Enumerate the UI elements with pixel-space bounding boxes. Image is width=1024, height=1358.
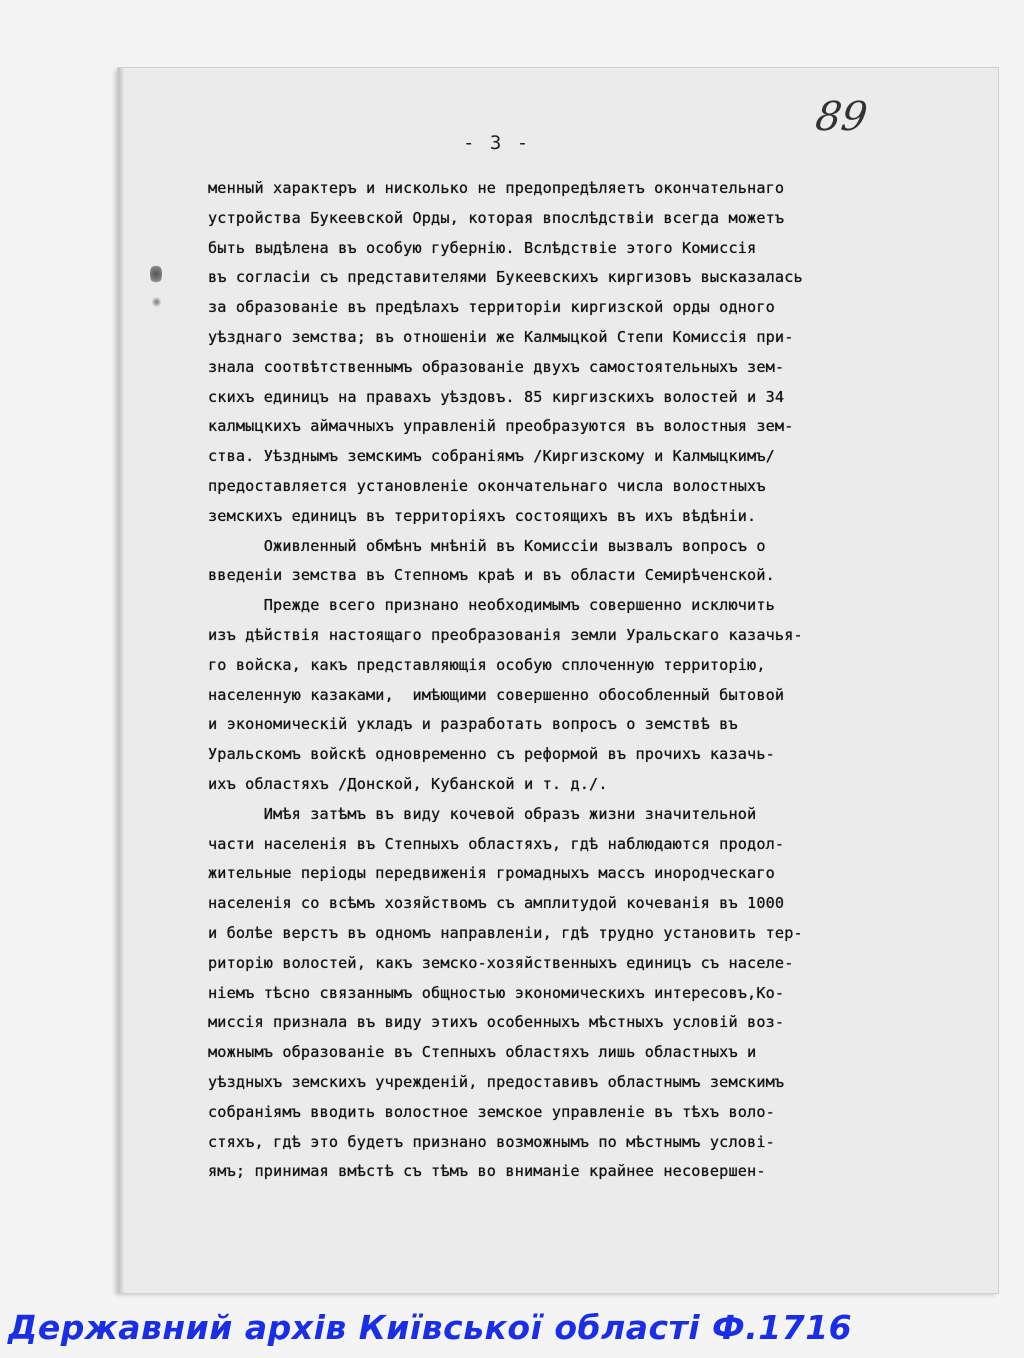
text-line: земскихъ единицъ въ территоріяхъ состоящихъ въ ихъ вѣдѣніи. <box>208 506 757 525</box>
typed-body-text <box>208 174 868 1187</box>
text-line: стяхъ, гдѣ это будетъ признано возможнымъ по мѣстнымъ услові- <box>208 1132 775 1151</box>
text-line: населенную казаками, имѣющими совершенно обособленный бытовой <box>208 685 785 704</box>
text-line: ніемъ тѣсно связаннымъ общностью экономическихъ интересовъ,Ко- <box>208 983 785 1002</box>
text-line: го войска, какъ представляющія особую сплоченную территорію, <box>208 655 766 674</box>
text-line: менный характеръ и нисколько не предопредѣляетъ окончательнаго <box>208 179 785 197</box>
text-line: за образованіе въ предѣлахъ территоріи киргизской орды одного <box>208 298 775 317</box>
text-line: населенія со всѣмъ хозяйствомъ съ амплитудой кочеванія въ 1000 <box>208 894 785 913</box>
text-line: риторію волостей, какъ земско-хозяйственныхъ единицъ съ населе- <box>208 953 794 972</box>
text-line: Прежде всего признано необходимымъ совершенно исключить <box>208 596 775 615</box>
text-line: Оживленный обмѣнъ мнѣній въ Комиссіи вызвалъ вопросъ о <box>208 536 766 555</box>
text-line: знала соотвѣтственнымъ образованіе двухъ самостоятельныхъ зем- <box>208 357 785 376</box>
text-line: и экономическій укладъ и разработать вопросъ о земствѣ въ <box>208 715 738 734</box>
text-line: жительные періоды передвиженія громадныхъ массъ инородческаго <box>208 864 775 883</box>
text-line: миссія признала въ виду этихъ особенныхъ мѣстныхъ условій воз- <box>208 1013 785 1032</box>
document-page <box>118 68 998 1293</box>
text-line: части населенія въ Степныхъ областяхъ, гдѣ наблюдаются продол- <box>208 834 785 853</box>
text-line: Имѣя затѣмъ въ виду кочевой образъ жизни значительной <box>208 804 757 823</box>
text-line: въ согласіи съ представителями Букеевскихъ киргизовъ высказалась <box>208 268 803 287</box>
text-line: ихъ областяхъ /Донской, Кубанской и т. д./. <box>208 774 608 793</box>
text-line: и болѣе верстъ въ одномъ направленіи, гдѣ трудно установить тер- <box>208 923 803 942</box>
text-line: скихъ единицъ на правахъ уѣздовъ. 85 киргизскихъ волостей и 34 <box>208 387 785 406</box>
archive-watermark: Державний архів Київської області Ф.1716 <box>8 1308 853 1347</box>
text-line: Уральскомъ войскѣ одновременно съ реформой въ прочихъ казачь- <box>208 745 775 764</box>
page-number: - 3 - <box>463 132 531 154</box>
text-line: уѣздныхъ земскихъ учрежденій, предоставивъ областнымъ земскимъ <box>208 1072 785 1091</box>
text-line: введеніи земства въ Степномъ краѣ и въ области Семирѣченской. <box>208 566 775 585</box>
text-line: ства. Уѣзднымъ земскимъ собраніямъ /Киргизскому и Калмыцкимъ/ <box>208 447 775 466</box>
text-line: можнымъ образованіе въ Степныхъ областяхъ лишь областныхъ и <box>208 1043 757 1062</box>
text-line: устройства Букеевской Орды, которая впослѣдствіи всегда можетъ <box>208 208 785 227</box>
text-line: изъ дѣйствія настоящаго преобразованія земли Уральскаго казачья- <box>208 625 803 644</box>
page-edge-shadow <box>118 68 124 1293</box>
text-line: предоставляется установленіе окончательнаго числа волостныхъ <box>208 476 766 495</box>
punch-hole-mark <box>150 263 162 285</box>
folio-number: 89 <box>812 94 871 140</box>
text-line: калмыцкихъ аймачныхъ управленій преобразуются въ волостныя зем- <box>208 417 794 436</box>
punch-hole-mark-small <box>152 296 161 308</box>
text-line: уѣзднаго земства; въ отношеніи же Калмыцкой Степи Комиссія при- <box>208 327 794 346</box>
text-line: ямъ; принимая вмѣстѣ съ тѣмъ во вниманіе крайнее несовершен- <box>208 1162 766 1181</box>
text-line: собраніямъ вводить волостное земское управленіе въ тѣхъ воло- <box>208 1102 775 1121</box>
text-line: быть выдѣлена въ особую губернію. Вслѣдствіе этого Комиссія <box>208 238 757 257</box>
